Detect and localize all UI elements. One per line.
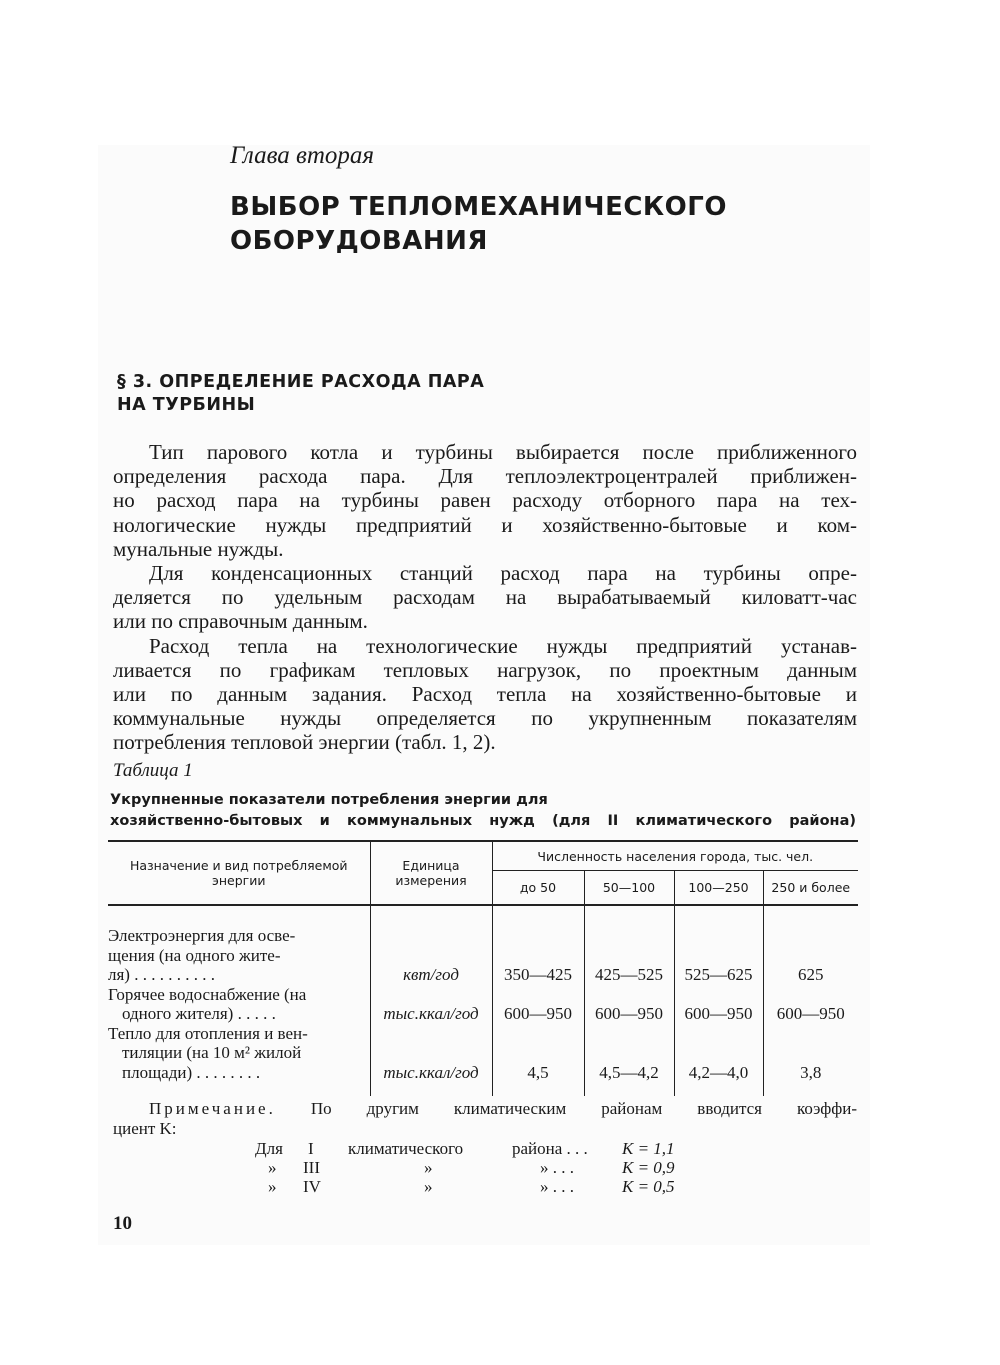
text-line: коммунальные нужды определяется по укрупненным показателям [113,706,857,731]
row-value: 600—950 [584,985,674,1024]
header-group: 100—250 [674,871,763,906]
note-line [113,1099,857,1119]
row-description: Тепло для отопления и вен- тиляции (на 10 м² жилой площади) . . . . . . . . [108,1023,308,1082]
coef-value: K = 0,5 [622,1177,675,1196]
row-unit: квт/год [370,905,492,985]
table-caption [110,790,856,832]
chapter-title-line: ВЫБОР ТЕПЛОМЕХАНИЧЕСКОГО [230,192,727,222]
text-line: нологические нужды предприятий и хозяйственно-бытовые и ком- [113,512,857,537]
note-line: циент K: [113,1119,177,1138]
page-number: 10 [113,1213,132,1234]
row-value: 600—950 [492,985,584,1024]
table-label: Таблица 1 [113,760,193,781]
header-unit: Единица измерения [370,841,492,905]
row-value: 3,8 [763,1024,858,1097]
row-value: 425—525 [584,905,674,985]
coef-col2: » . . . [540,1177,574,1196]
coef-col2: » . . . [540,1158,574,1177]
coef-region: IV [303,1177,321,1196]
row-value: 600—950 [674,985,763,1024]
row-value: 625 [763,905,858,985]
row-unit: тыс.ккал/год [370,985,492,1024]
coef-prefix: » [268,1177,277,1196]
row-value: 600—950 [763,985,858,1024]
coef-col1: климатического [348,1139,464,1158]
coef-value: K = 1,1 [622,1139,675,1158]
table-row [108,985,858,1024]
note-text: По другим климатическим районам вводится коэффи- [310,1099,857,1118]
row-description: Горячее водоснабжение (на одного жителя) . . . . . [108,984,307,1023]
row-value: 525—625 [674,905,763,985]
coef-col1: » [424,1177,433,1196]
section-heading-line: НА ТУРБИНЫ [117,395,256,415]
row-value: 4,5 [492,1024,584,1097]
chapter-title [230,190,727,258]
table-row [108,1024,858,1097]
header-purpose: Назначение и вид потребляемой энергии [108,841,370,905]
text-line: Для конденсационных станций расход пара на турбины опре- [149,560,857,585]
text-line: определения расхода пара. Для теплоэлектроцентралей приближен- [113,464,857,489]
section-heading-line: § 3. ОПРЕДЕЛЕНИЕ РАСХОДА ПАРА [117,372,485,392]
header-group: 250 и более [763,871,858,906]
table-row [108,905,858,985]
header-population: Численность населения города, тыс. чел. [492,841,858,871]
chapter-title-line: ОБОРУДОВАНИЯ [230,226,488,256]
text-line: Тип парового котла и турбины выбирается после приближенного [149,440,857,464]
row-description: Электроэнергия для осве- щения (на одного жите- ля) . . . . . . . . . . [108,926,296,984]
text-line: мунальные нужды. [113,536,284,561]
header-group: до 50 [492,871,584,906]
body-text [113,440,857,754]
text-line: Расход тепла на технологические нужды предприятий устанав- [149,633,857,658]
text-line: но расход пара на турбины равен расходу отборного пара на тех- [113,488,857,513]
coef-prefix: » [268,1158,277,1177]
coef-prefix: Для [255,1139,283,1158]
coef-col1: » [424,1158,433,1177]
row-value: 4,2—4,0 [674,1024,763,1097]
header-group: 50—100 [584,871,674,906]
note-label: Примечание. [149,1099,276,1118]
table-caption-line: хозяйственно-бытовых и коммунальных нужд (для II климатического района) [110,813,856,829]
text-line: ливается по графикам тепловых нагрузок, по проектным данным [113,657,857,682]
coef-region: I [308,1139,314,1158]
text-line: или по данным задания. Расход тепла на хозяйственно-бытовые и [113,681,857,706]
row-value: 4,5—4,2 [584,1024,674,1097]
coef-region: III [303,1158,320,1177]
coef-value: K = 0,9 [622,1158,675,1177]
text-line: потребления тепловой энергии (табл. 1, 2). [113,730,496,755]
row-unit: тыс.ккал/год [370,1024,492,1097]
chapter-label: Глава вторая [230,142,375,169]
table-note [113,1099,857,1139]
coef-col2: района . . . [512,1139,588,1158]
text-line: или по справочным данным. [113,609,368,634]
section-heading [117,371,484,417]
energy-consumption-table [108,840,858,1096]
text-line: деляется по удельным расходам на вырабатываемый киловатт-час [113,585,857,610]
row-value: 350—425 [492,905,584,985]
table-caption-line: Укрупненные показатели потребления энергии для [110,792,548,808]
